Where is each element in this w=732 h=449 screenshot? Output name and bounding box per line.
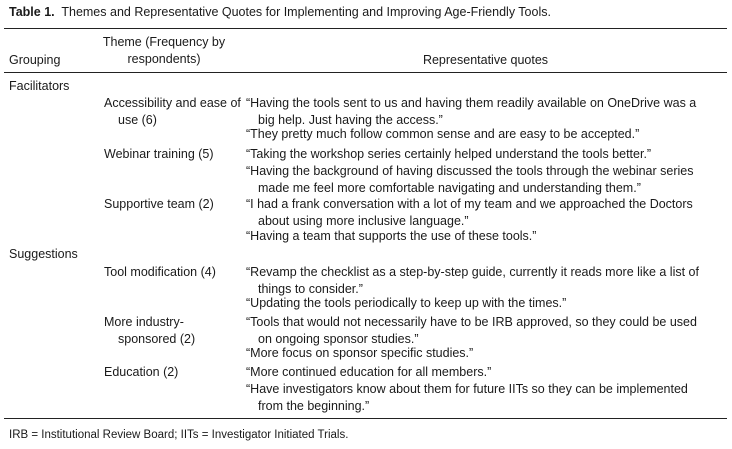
- quote-line: “More continued education for all members.”: [246, 365, 492, 379]
- quote: [246, 126, 726, 143]
- quote: [246, 314, 726, 348]
- header-grouping: Grouping: [9, 53, 61, 67]
- theme-line: More industry-: [104, 315, 184, 329]
- header-theme-line2: respondents): [127, 52, 201, 66]
- quote: [246, 381, 726, 415]
- quote: [246, 146, 726, 163]
- quote-line: “I had a frank conversation with a lot of my team and we approached the Doctors: [246, 197, 693, 211]
- theme-cell: [104, 264, 244, 281]
- quote-line: “Updating the tools periodically to keep up with the times.”: [246, 296, 567, 310]
- header-theme: [94, 34, 234, 68]
- quote-line: from the beginning.”: [258, 399, 370, 413]
- quote: [246, 163, 726, 197]
- theme-cell: [104, 364, 244, 381]
- theme-line: Webinar training (5): [104, 147, 214, 161]
- quote-line: “Tools that would not necessarily have to be IRB approved, so they could be used: [246, 315, 697, 329]
- table-caption: [9, 4, 551, 21]
- quote: [246, 196, 726, 230]
- quote-line: “Having the tools sent to us and having them readily available on OneDrive was a: [246, 96, 697, 110]
- quote-line: “Having a team that supports the use of these tools.”: [246, 229, 537, 243]
- quote: [246, 264, 726, 298]
- theme-line: Accessibility and ease of: [104, 96, 241, 110]
- table-label: Table 1.: [9, 5, 55, 19]
- quote-line: “They pretty much follow common sense and are easy to be accepted.”: [246, 127, 640, 141]
- quote: [246, 345, 726, 362]
- quote-line: “Revamp the checklist as a step-by-step guide, currently it reads more like a list of: [246, 265, 699, 279]
- header-rule: [4, 72, 727, 73]
- table-footnote: IRB = Institutional Review Board; IITs = Investigator Initiated Trials.: [9, 429, 349, 441]
- theme-cell: [104, 314, 244, 348]
- theme-line: sponsored (2): [118, 332, 196, 346]
- theme-line: Supportive team (2): [104, 197, 214, 211]
- theme-cell: [104, 95, 244, 129]
- theme-line: Education (2): [104, 365, 179, 379]
- theme-cell: [104, 196, 244, 213]
- group-facilitators: Facilitators: [9, 79, 70, 93]
- top-rule: [4, 28, 727, 29]
- quote: [246, 228, 726, 245]
- header-quotes: Representative quotes: [422, 53, 549, 67]
- quote-line: on ongoing sponsor studies.”: [258, 332, 419, 346]
- quote: [246, 295, 726, 312]
- quote-line: “More focus on sponsor specific studies.”: [246, 346, 474, 360]
- quote-line: things to consider.”: [258, 282, 363, 296]
- bottom-rule: [4, 418, 727, 419]
- quote-line: about using more inclusive language.”: [258, 214, 469, 228]
- quote-line: “Taking the workshop series certainly helped understand the tools better.”: [246, 147, 652, 161]
- theme-line: Tool modification (4): [104, 265, 216, 279]
- quote-line: “Having the background of having discussed the tools through the webinar series: [246, 164, 694, 178]
- theme-cell: [104, 146, 244, 163]
- quote: [246, 364, 726, 381]
- quote-line: made me feel more comfortable navigating and understanding them.”: [258, 181, 641, 195]
- group-suggestions: Suggestions: [9, 247, 78, 261]
- header-theme-line1: Theme (Frequency by: [102, 35, 226, 49]
- quote-line: big help. Just having the access.”: [258, 113, 443, 127]
- quote-line: “Have investigators know about them for future IITs so they can be implemented: [246, 382, 688, 396]
- theme-line: use (6): [118, 113, 157, 127]
- quote: [246, 95, 726, 129]
- table-title: Themes and Representative Quotes for Implementing and Improving Age-Friendly Tools.: [61, 5, 551, 19]
